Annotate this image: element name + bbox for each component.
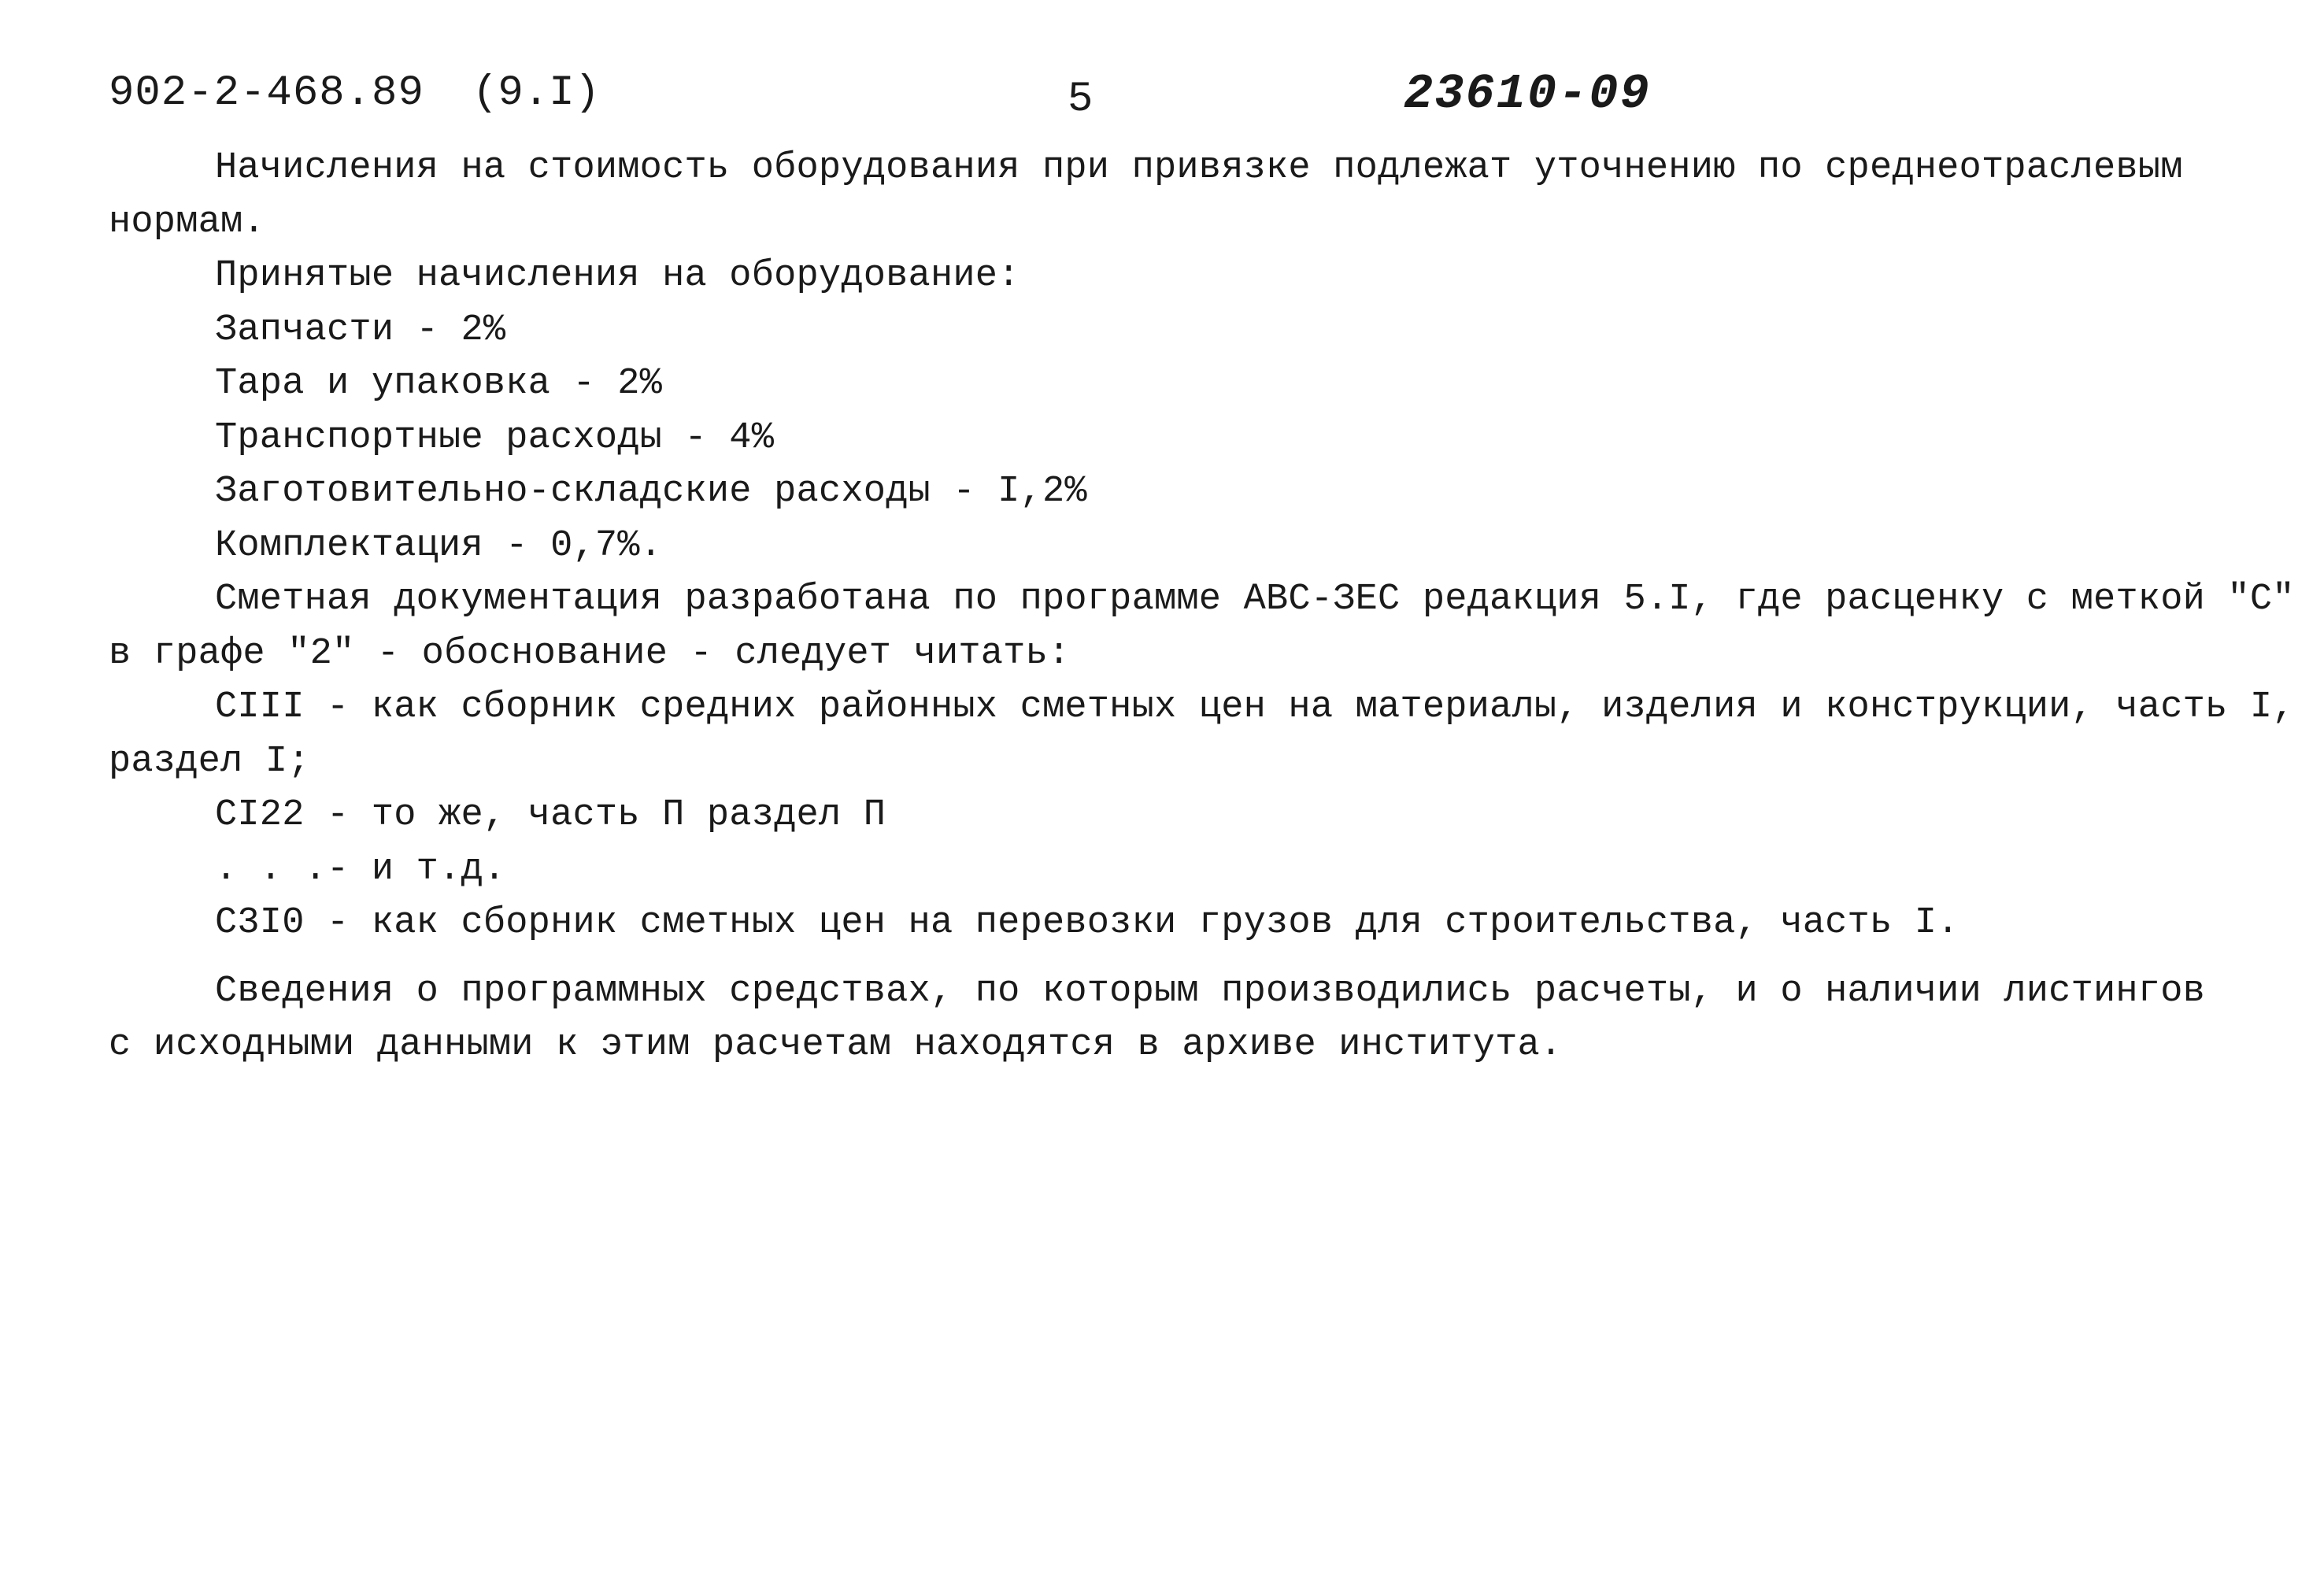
paragraph-gap [109, 951, 2258, 965]
list-item-spare-parts: Запчасти - 2% [215, 309, 506, 351]
code-c310: C3I0 - как сборник сметных цен на перевозки грузов для строительства, часть I. [215, 902, 1959, 944]
page-number: 5 [1068, 76, 1094, 124]
paragraph-software-info-line-1: Сведения о программных средствах, по которым производились расчеты, и о наличии листингов [215, 970, 2206, 1012]
code-c122: CI22 - то же, часть П раздел П [215, 794, 886, 836]
list-item-storage: Заготовительно-складские расходы - I,2% [215, 471, 1087, 512]
code-c111-line-1: CIII - как сборник средних районных сметных цен на материалы, изделия и конструкции, часть I, [215, 686, 2295, 728]
paragraph-equipment-charges-line-2: нормам. [109, 201, 265, 243]
paragraph-equipment-charges-line-1: Начисления на стоимость оборудования при привязке подлежат уточнению по среднеотраслевым [215, 147, 2183, 189]
list-item-completion: Комплектация - 0,7%. [215, 524, 663, 567]
paragraph-accepted-charges: Принятые начисления на оборудование: [215, 255, 1020, 297]
sheet-index: (9.I) [472, 69, 601, 117]
document-code: 902-2-468.89 [109, 69, 424, 117]
paragraph-estimate-docs-line-2: в графе "2" - обоснование - следует читать: [109, 632, 1071, 675]
document-body [109, 142, 2295, 1073]
paragraph-estimate-docs-line-1: Сметная документация разработана по программе АВС-ЗЕС редакция 5.I, где расценку с меткой "С" [215, 579, 2295, 620]
stamp-number: 23610-09 [1404, 66, 1651, 122]
code-c111-line-2: раздел I; [109, 740, 310, 783]
etc-line: . . .- и т.д. [215, 848, 506, 890]
page-header [109, 66, 2234, 132]
list-item-packaging: Тара и упаковка - 2% [215, 363, 663, 405]
list-item-transport: Транспортные расходы - 4% [215, 416, 775, 459]
paragraph-software-info-line-2: с исходными данными к этим расчетам находятся в архиве института. [109, 1024, 1563, 1066]
